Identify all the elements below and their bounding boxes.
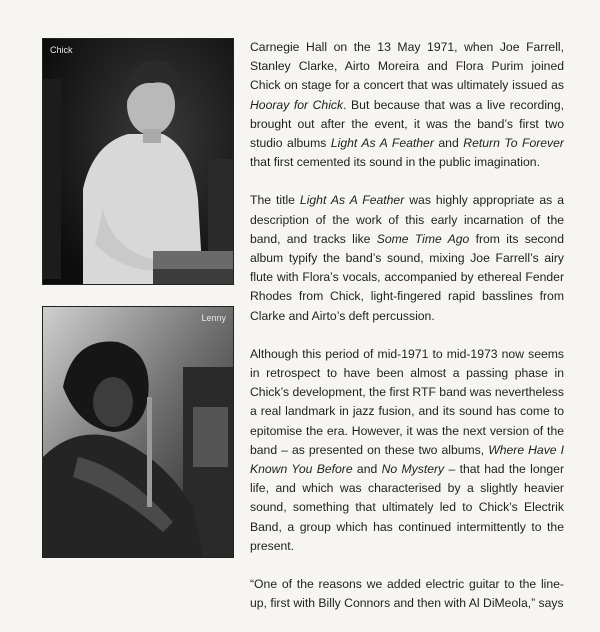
text-run: “One of the reasons we added electric guitar to the line-up, first with Billy Connors and then with Al DiMeola,” says — [250, 577, 564, 611]
text-run: and — [352, 462, 382, 477]
title-italic: Return To Forever — [463, 136, 564, 151]
text-run: and — [433, 136, 464, 151]
text-run: was highly appropriate as a description of the work of this early incarnation of the band, and tracks like — [250, 193, 564, 246]
paragraph — [250, 191, 564, 325]
article-text — [250, 38, 564, 632]
photo-lenny — [42, 306, 234, 558]
title-italic: Some Time Ago — [376, 231, 470, 246]
text-run: Although this period of mid-1971 to mid-1973 now seems in retrospect to have been almost a passing phase in Chick’s development, the first RTF band was nevertheless a real landmark in jazz fusion, and its sound has come to epitomise the era. However, it was the next version of the band – as presented on these two albums, — [250, 346, 564, 457]
text-run: The title — [250, 193, 300, 208]
title-italic: Where Have I Known You Before — [250, 442, 564, 477]
photo-chick — [42, 38, 234, 285]
paragraph — [250, 575, 564, 613]
title-italic: Hooray for Chick — [250, 97, 344, 112]
title-italic: Light As A Feather — [299, 193, 405, 208]
title-italic: No Mystery — [381, 462, 445, 477]
text-run: Carnegie Hall on the 13 May 1971, when Joe Farrell, Stanley Clarke, Airto Moreira and Flora Purim joined Chick on stage for a concert that was ultimately issued as — [250, 40, 564, 93]
text-run: – that had the longer life, and which was characterised by a slightly heavier sound, something that ultimately led to Chick’s Electrik Band, a group which has continued intermittently to the present. — [250, 462, 565, 553]
paragraph — [250, 38, 564, 172]
title-italic: Light As A Feather — [330, 136, 434, 151]
text-run: from its second album typify the band’s sound, mixing Joe Farrell’s airy flute with Flora’s vocals, accompanied by ethereal Fender Rhodes from Chick, light-fingered rapid basslines from Clarke and Airto’s deft percussion. — [250, 231, 564, 323]
text-run: that first cemented its sound in the public imagination. — [250, 155, 540, 170]
photo-caption: Chick — [50, 45, 73, 55]
text-run: . But because that was a live recording, brought out after the event, it was the band’s first two studio albums — [250, 97, 564, 151]
paragraph — [250, 345, 564, 556]
lenny-photo-image — [43, 307, 233, 557]
chick-photo-image — [43, 39, 233, 284]
photo-caption: Lenny — [201, 313, 226, 323]
